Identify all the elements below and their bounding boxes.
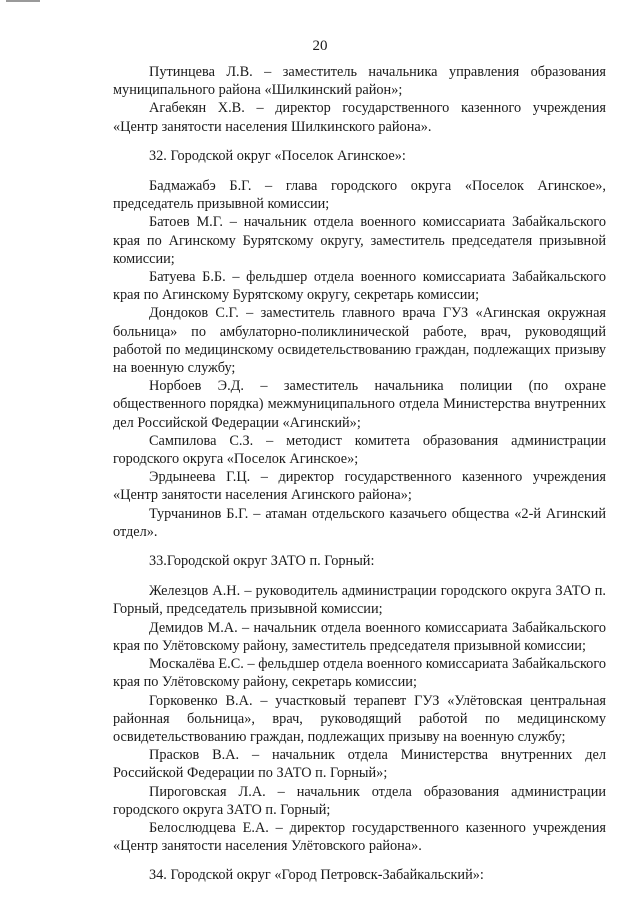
paragraph-member: Белослюдцева Е.А. – директор государственного казенного учреждения «Центр занятости населения Улётовского района». <box>113 819 606 855</box>
section-heading: 34. Городской округ «Город Петровск-Забайкальский»: <box>149 867 484 884</box>
paragraph-member: Москалёва Е.С. – фельдшер отдела военного комиссариата Забайкальского края по Улётовскому району, секретарь комиссии; <box>113 656 606 691</box>
paragraph-member: Сампилова С.З. – методист комитета образования администрации городского округа «Поселок Агинское»; <box>113 432 606 468</box>
paragraph-member: Горковенко В.А. – участковый терапевт ГУЗ «Улётовская центральная районная больница», врач, руководящий работой по медицинскому освидетельствованию граждан, подлежащих призыву на военную службу; <box>113 692 606 745</box>
section-heading: 33.Городской округ ЗАТО п. Горный: <box>149 553 375 570</box>
document-body <box>113 63 606 897</box>
paragraph-member: Прасков В.А. – начальник отдела Министерства внутренних дел Российской Федерации по ЗАТО п. Горный»; <box>113 747 606 782</box>
paragraph-member: Эрдынеева Г.Ц. – директор государственного казенного учреждения «Центр занятости населения Агинского района»; <box>113 469 606 504</box>
scan-edge-mark <box>6 0 40 2</box>
paragraph-member: Железцов А.Н. – руководитель администрации городского округа ЗАТО п. Горный, председатель призывной комиссии; <box>113 583 606 618</box>
paragraph-member: Батоев М.Г. – начальник отдела военного комиссариата Забайкальского края по Агинскому Бурятскому округу, заместитель председателя призывной комиссии; <box>113 214 606 267</box>
paragraph-member: Дондоков С.Г. – заместитель главного врача ГУЗ «Агинская окружная больница» по амбулаторно-поликлинической работе, врач, руководящий работой по медицинскому освидетельствованию граждан, подлежащих призыву на военную службу; <box>113 305 606 377</box>
paragraph-member: Агабекян Х.В. – директор государственного казенного учреждения «Центр занятости населения Шилкинского района». <box>113 100 606 135</box>
paragraph-member: Путинцева Л.В. – заместитель начальника управления образования муниципального района «Шилкинский район»; <box>113 64 606 99</box>
section-heading: 32. Городской округ «Поселок Агинское»: <box>149 147 406 164</box>
paragraph-member: Бадмажабэ Б.Г. – глава городского округа «Поселок Агинское», председатель призывной комиссии; <box>113 178 606 213</box>
paragraph-member: Турчанинов Б.Г. – атаман отдельского казачьего общества «2-й Агинский отдел». <box>113 505 606 540</box>
paragraph-member: Демидов М.А. – начальник отдела военного комиссариата Забайкальского края по Улётовскому району, заместитель председателя призывной комиссии; <box>113 619 606 654</box>
page-number: 20 <box>312 38 328 54</box>
paragraph-member: Норбоев Э.Д. – заместитель начальника полиции (по охране общественного порядка) межмуниципального отдела Министерства внутренних дел Российской Федерации «Агинский»; <box>113 378 606 431</box>
paragraph-member: Пироговская Л.А. – начальник отдела образования администрации городского округа ЗАТО п. Горный; <box>113 783 606 818</box>
paragraph-member: Батуева Б.Б. – фельдшер отдела военного комиссариата Забайкальского края по Агинскому Бурятскому округу, секретарь комиссии; <box>113 269 606 304</box>
